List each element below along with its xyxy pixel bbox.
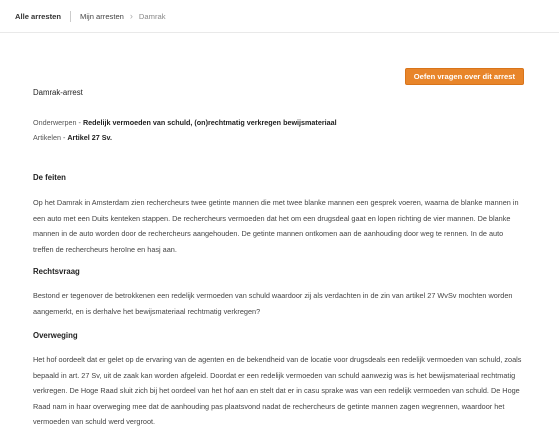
- subjects-row: [33, 118, 337, 127]
- articles-label: Artikelen -: [33, 133, 66, 142]
- breadcrumb-all-cases-link[interactable]: Alle arresten: [15, 11, 62, 21]
- subjects-label: Onderwerpen -: [33, 118, 81, 127]
- breadcrumb: [0, 0, 559, 32]
- chevron-right-icon: ›: [129, 10, 133, 21]
- header-divider: [0, 32, 559, 33]
- breadcrumb-current: Damrak: [138, 11, 166, 21]
- facts-text: Op het Damrak in Amsterdam zien rechercheurs twee getinte mannen die met twee blanke mannen een gesprek voeren, waarna de blanke mannen in een auto met een Duits kenteken stappen. De rechercheurs vermoeden dat het om een drugsdeal gaat en lopen richting de vier mannen. De blanke mannen in de auto worden door de rechercheurs aangehouden. De getinte mannen ontkomen aan de aanhouding door weg te rennen. In de auto treffen de rechercheurs heroïne en hasj aan.: [33, 198, 519, 254]
- question-text: Bestond er tegenover de betrokkenen een redelijk vermoeden van schuld waardoor zij als verdachten in de zin van artikel 27 WvSv mochten worden aangemerkt, en is derhalve het bewijsmateriaal rechtmatig verkregen?: [33, 291, 513, 316]
- articles-value: Artikel 27 Sv.: [67, 133, 112, 142]
- facts-heading: De feiten: [33, 173, 66, 182]
- breadcrumb-my-cases-link[interactable]: Mijn arresten: [80, 11, 124, 21]
- consideration-text: Het hof oordeelt dat er gelet op de ervaring van de agenten en de bekendheid van de locatie voor drugsdeals een redelijk vermoeden van schuld, zoals bepaald in art. 27 Sv, uit de zaak kan worden afgeleid. Doordat er een redelijk vermoeden van schuld aanwezig was is het bewijsmateriaal rechtmatig verkregen. De Hoge Raad sluit zich bij het oordeel van het hof aan en stelt dat er in casu sprake was van een redelijk vermoeden van schuld. De Hoge Raad nam in haar overweging mee dat de aanhouding pas plaatsvond nadat de rechercheurs de getinte mannen zagen wegrennen, waardoor het vermoeden van schuld werd vergroot.: [33, 355, 522, 426]
- articles-row: [33, 133, 112, 142]
- breadcrumb-divider: [70, 11, 71, 22]
- consideration-heading: Overweging: [33, 331, 78, 340]
- case-title: Damrak-arrest: [33, 88, 83, 97]
- practice-questions-button[interactable]: Oefen vragen over dit arrest: [405, 68, 524, 85]
- question-heading: Rechtsvraag: [33, 267, 80, 276]
- subjects-value: Redelijk vermoeden van schuld, (on)rechtmatig verkregen bewijsmateriaal: [82, 118, 337, 127]
